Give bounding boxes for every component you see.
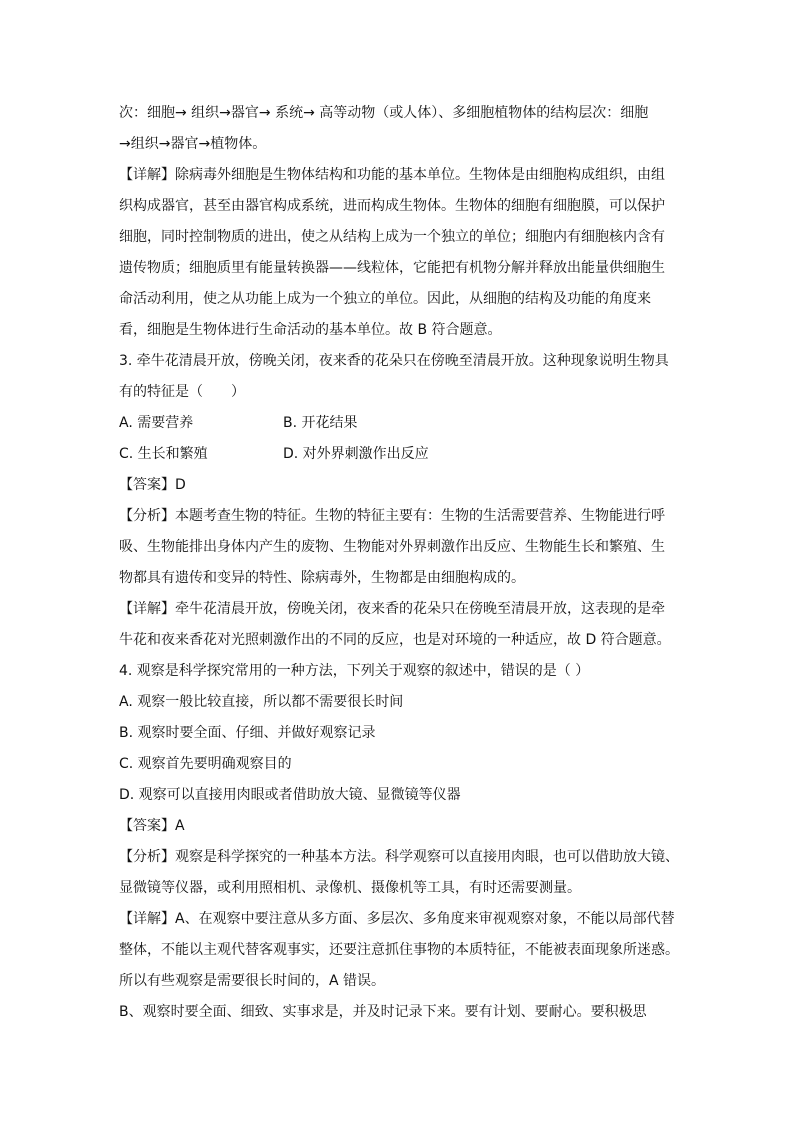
text-line: →组织→器官→植物体。 — [119, 136, 267, 152]
question-3-options-row-1 — [119, 408, 679, 439]
analysis-line: 【分析】观察是科学探究的一种基本方法。科学观察可以直接用肉眼，也可以借助放大镜、 — [119, 849, 679, 865]
option-a: A. 需要营养 — [119, 415, 194, 431]
question-4-stem: 4. 观察是科学探究常用的一种方法，下列关于观察的叙述中，错误的是（ ） — [119, 663, 590, 679]
detail-line: 牛花和夜来香花对光照刺激作出的不同的反应，也是对环境的一种适应，故 D 符合题意。 — [119, 632, 671, 648]
text-line: 【详解】除病毒外细胞是生物体结构和功能的基本单位。生物体是由细胞构成组织，由组 — [119, 167, 665, 183]
option-d: D. 对外界刺激作出反应 — [283, 446, 429, 462]
question-3-stem-cont: 有的特征是（ ） — [119, 384, 245, 400]
question-3-stem: 3. 牵牛花清晨开放，傍晚关闭，夜来香的花朵只在傍晚至清晨开放。这种现象说明生物具 — [119, 353, 669, 369]
analysis-line: 吸、生物能排出身体内产生的废物、生物能对外界刺激作出反应、生物能生长和繁殖、生 — [119, 539, 665, 555]
option-c: C. 观察首先要明确观察目的 — [119, 756, 292, 772]
option-c: C. 生长和繁殖 — [119, 446, 208, 462]
analysis-line: 【分析】本题考查生物的特征。生物的特征主要有：生物的生活需要营养、生物能进行呼 — [119, 508, 665, 524]
text-line: 细胞，同时控制物质的进出，使之从结构上成为一个独立的单位；细胞内有细胞核内含有 — [119, 229, 665, 245]
text-line: 看，细胞是生物体进行生命活动的基本单位。故 B 符合题意。 — [119, 322, 502, 338]
option-b: B. 开花结果 — [283, 415, 358, 431]
answer-line: 【答案】A — [119, 818, 185, 834]
option-d: D. 观察可以直接用肉眼或者借助放大镜、显微镜等仪器 — [119, 787, 461, 803]
analysis-line: 物都具有遗传和变异的特性、除病毒外，生物都是由细胞构成的。 — [119, 570, 525, 586]
text-line: 遗传物质；细胞质里有能量转换器——线粒体，它能把有机物分解并释放出能量供细胞生 — [119, 260, 665, 276]
text-line: 次：细胞→ 组织→器官→ 系统→ 高等动物（或人体）、多细胞植物体的结构层次：细胞 — [119, 105, 649, 121]
text-line: 命活动利用，使之从功能上成为一个独立的单位。因此，从细胞的结构及功能的角度来 — [119, 291, 651, 307]
detail-line: B、观察时要全面、细致、实事求是，并及时记录下来。要有计划、要耐心。要积极思 — [119, 1004, 647, 1020]
detail-line: 【详解】牵牛花清晨开放，傍晚关闭，夜来香的花朵只在傍晚至清晨开放，这表现的是牵 — [119, 601, 665, 617]
document-body — [119, 98, 679, 1028]
question-3-options-row-2 — [119, 439, 679, 470]
option-b: B. 观察时要全面、仔细、并做好观察记录 — [119, 725, 376, 741]
text-line: 织构成器官，甚至由器官构成系统，进而构成生物体。生物体的细胞有细胞膜，可以保护 — [119, 198, 665, 214]
detail-line: 整体，不能以主观代替客观事实，还要注意抓住事物的本质特征，不能被表面现象所迷惑。 — [119, 942, 679, 958]
analysis-line: 显微镜等仪器，或利用照相机、录像机、摄像机等工具，有时还需要测量。 — [119, 880, 581, 896]
option-a: A. 观察一般比较直接，所以都不需要很长时间 — [119, 694, 404, 710]
detail-line: 【详解】A、在观察中要注意从多方面、多层次、多角度来审视观察对象，不能以局部代替 — [119, 911, 675, 927]
answer-line: 【答案】D — [119, 477, 186, 493]
detail-line: 所以有些观察是需要很长时间的，A 错误。 — [119, 973, 386, 989]
